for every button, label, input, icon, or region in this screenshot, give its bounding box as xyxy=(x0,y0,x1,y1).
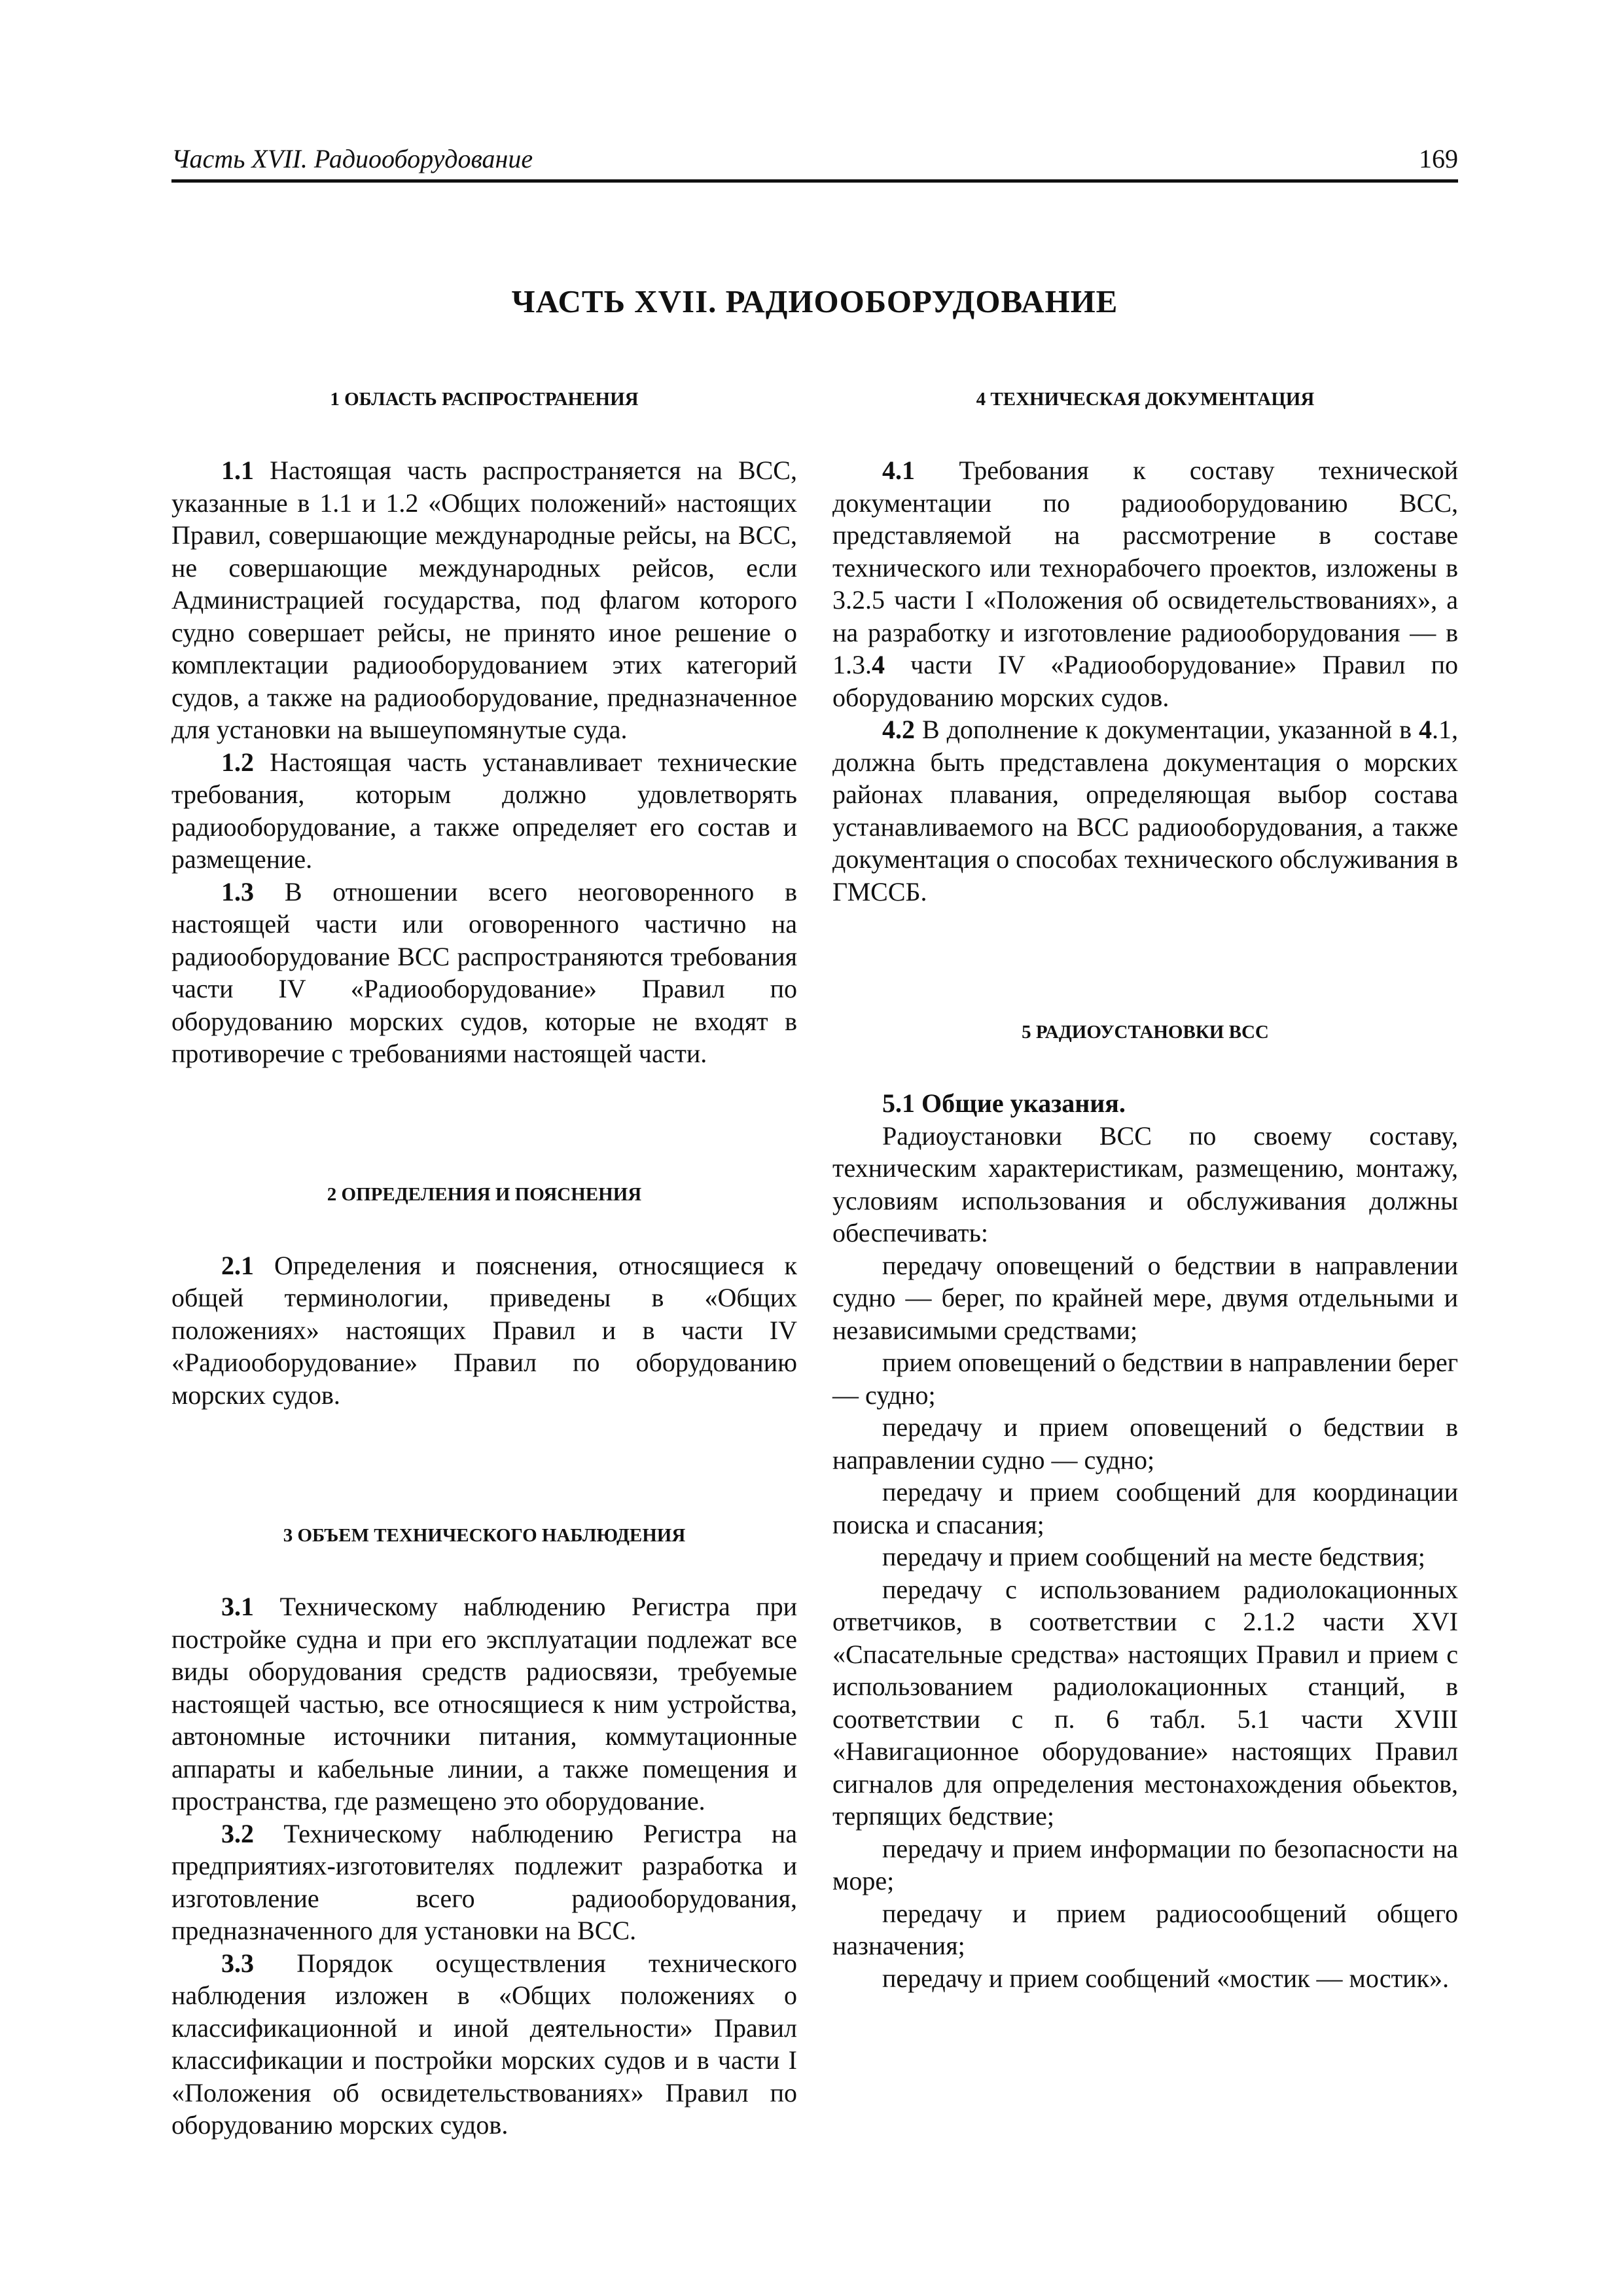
clause-text: В дополнение к документации, указанной в xyxy=(915,715,1419,744)
clause-number: 1.1 xyxy=(221,456,254,485)
part-title: ЧАСТЬ XVII. РАДИООБОРУДОВАНИЕ xyxy=(511,283,1118,319)
paragraph-3-2 xyxy=(171,1818,797,1947)
clause-number: 2.1 xyxy=(221,1250,254,1280)
clause-number: 1.3 xyxy=(221,876,254,906)
clause-text: Техническому наблюдению Регистра на предприятиях-изготовителях подлежит разработка и изготовление всего радиооборудования, предназначенного для установки на ВСС. xyxy=(171,1818,797,1945)
paragraph-1-1 xyxy=(171,454,797,746)
page-number: 169 xyxy=(1419,144,1458,173)
list-item: передачу с использованием радиолокационных ответчиков, в соответствии с 2.1.2 части XVI «Спасательные средства» настоящих Правил и прием с использованием радиолокационных станций, в соответствии с п. 6 табл. 5.1 части XVIII «Навигационное оборудование» настоящих Правил сигналов для определения местонахождения обьектов, терпящих бедствие; xyxy=(832,1574,1458,1831)
clause-text: Требования к составу технической документации по радиооборудованию ВСС, представляемой на рассмотрение в составе технического или технорабочего проектов, изложены в 3.2.5 части I «Положения об освидетельствованиях», а на разработку и изготовление радиооборудования — в 1.3. xyxy=(832,456,1458,679)
paragraph-4-2 xyxy=(832,713,1458,908)
paragraph-2-1 xyxy=(171,1249,797,1412)
list-item: передачу и прием сообщений «мостик — мостик». xyxy=(882,1963,1449,1993)
clause-text: Настоящая часть распространяется на ВСС, указанные в 1.1 и 1.2 «Общих положений» настоящих Правил, совершающие международные рейсы, на ВСС, не совершающие международных рейсов, если Администрацией государства, под флагом которого судно совершает рейсы, не принято иное решение о комплектации радиооборудованием этих категорий судов, а также на радиооборудование, предназначенное для установки на вышеупомянутые суда. xyxy=(171,456,797,744)
page-header xyxy=(171,143,1458,183)
clause-text: Определения и пояснения, относящиеся к общей терминологии, приведены в «Общих положениях» настоящих Правил и в части IV «Радиооборудование» Правил по оборудованию морских судов. xyxy=(171,1250,797,1410)
clause-number: 3.2 xyxy=(221,1818,254,1848)
list-item: передачу оповещений о бедствии в направлении судно — берег, по крайней мере, двумя отдельными и независимыми средствами; xyxy=(832,1250,1458,1345)
clause-number: 3.1 xyxy=(221,1592,254,1621)
section-5-intro: Радиоустановки ВСС по своему составу, техническим характеристикам, размещению, монтажу, условиям использования и обслуживания должны обеспечивать: xyxy=(832,1121,1458,1247)
clause-ref-bold: 4 xyxy=(1419,715,1432,744)
list-item: передачу и прием сообщений на месте бедствия; xyxy=(882,1542,1425,1571)
subsection-5-1-heading: 5.1 Общие указания. xyxy=(882,1088,1126,1118)
section-2-heading: 2 ОПРЕДЕЛЕНИЯ И ПОЯСНЕНИЯ xyxy=(327,1183,642,1205)
list-item: передачу и прием сообщений для координации поиска и спасания; xyxy=(832,1477,1458,1539)
paragraph-1-2 xyxy=(171,746,797,876)
clause-number: 1.2 xyxy=(221,747,254,777)
left-column xyxy=(171,386,797,2142)
list-item: передачу и прием оповещений о бедствии в направлении судно — судно; xyxy=(832,1412,1458,1475)
section-1-heading: 1 ОБЛАСТЬ РАСПРОСТРАНЕНИЯ xyxy=(330,389,639,410)
section-3-heading: 3 ОБЪЕМ ТЕХНИЧЕСКОГО НАБЛЮДЕНИЯ xyxy=(283,1525,686,1546)
running-title: Часть XVII. Радиооборудование xyxy=(171,144,533,173)
clause-text: Порядок осуществления технического наблюдения изложен в «Общих положениях о классификационной и иной деятельности» Правил классификации и постройки морских судов и в части I «Положения об освидетельствованиях» Правил по оборудованию морских судов. xyxy=(171,1948,797,2140)
paragraph-3-3 xyxy=(171,1947,797,2142)
paragraph-3-1 xyxy=(171,1590,797,1818)
paragraph-4-1 xyxy=(832,454,1458,713)
clause-text: Техническому наблюдению Регистра при постройке судна и при его эксплуатации подлежат все виды оборудования средств радиосвязи, требуемые настоящей частью, все относящиеся к ним устройства, автономные источники питания, коммутационные аппараты и кабельные линии, а также помещения и пространства, где размещено это оборудование. xyxy=(171,1592,797,1816)
section-5-heading: 5 РАДИОУСТАНОВКИ ВСС xyxy=(1022,1022,1269,1043)
clause-text: .1, должна быть представлена документация о морских районах плавания, определяющая выбор состава устанавливаемого на ВСС радиооборудования, а также документация о способах технического обслуживания в ГМССБ. xyxy=(832,715,1458,906)
clause-ref-bold: 4 xyxy=(872,650,885,679)
clause-number: 4.2 xyxy=(882,715,915,744)
list-item: передачу и прием информации по безопасности на море; xyxy=(832,1833,1458,1895)
clause-number: 3.3 xyxy=(221,1948,254,1978)
clause-text: Настоящая часть устанавливает технические требования, которым должно удовлетворять радиооборудование, а также определяет его состав и размещение. xyxy=(171,747,797,874)
clause-number: 4.1 xyxy=(882,456,915,485)
section-4-heading: 4 ТЕХНИЧЕСКАЯ ДОКУМЕНТАЦИЯ xyxy=(976,389,1315,410)
paragraph-1-3 xyxy=(171,876,797,1070)
clause-text: части IV «Радиооборудование» Правил по оборудованию морских судов. xyxy=(832,650,1458,712)
list-item: передачу и прием радиосообщений общего назначения; xyxy=(832,1898,1458,1960)
right-column xyxy=(832,386,1458,1994)
clause-text: В отношении всего неоговоренного в настоящей части или оговоренного частично на радиооборудование ВСС распространяются требования части IV «Радиооборудование» Правил по оборудованию морских судов, которые не входят в противоречие с требованиями настоящей части. xyxy=(171,876,797,1068)
list-item: прием оповещений о бедствии в направлении берег — судно; xyxy=(832,1348,1458,1410)
